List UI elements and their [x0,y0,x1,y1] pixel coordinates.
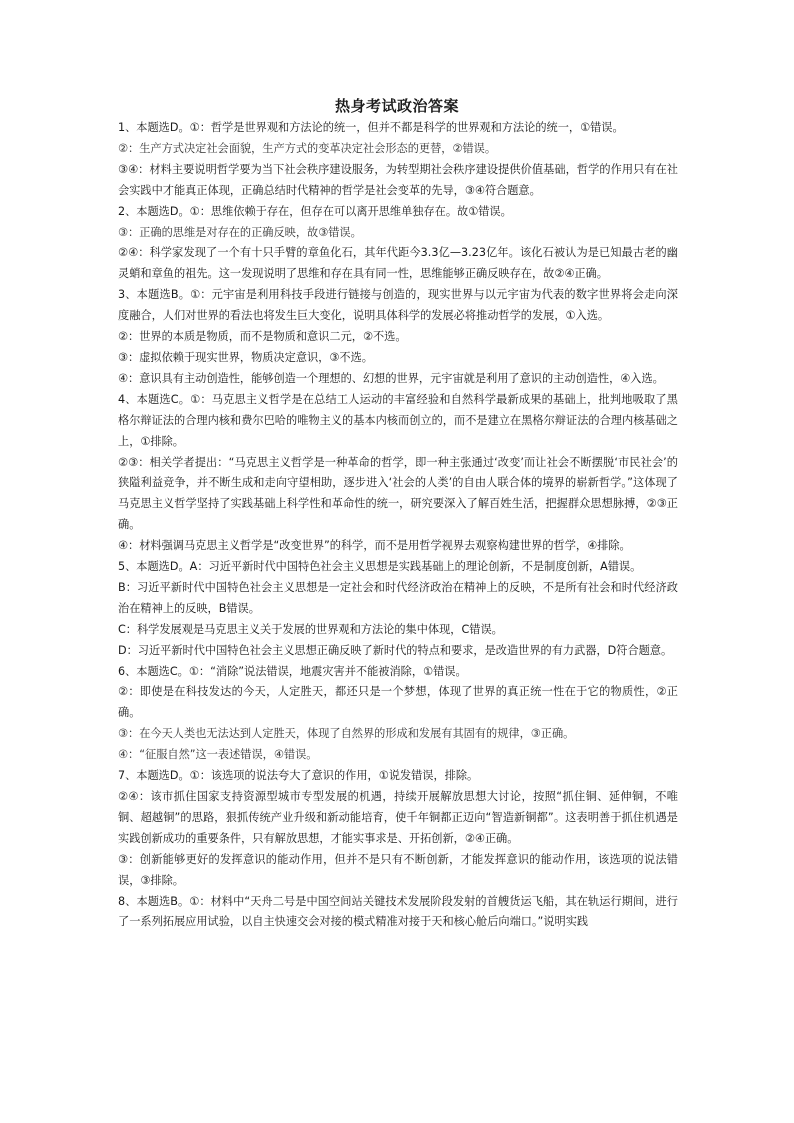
q4-option-2-3-explanation: ②③：相关学者提出：“马克思主义哲学是一种革命的哲学，即一种主张通过‘改变’而让社会不断摆脱‘市民社会’的狭隘利益竞争，并不断生成和走向守望相助，逐步进入‘社会的人类’的自由人联合体的境界的崭新哲学。”这体现了马克思主义哲学坚持了实践基础上科学性和革命性的统一，研究要深入了解百姓生活，把握群众思想脉搏，②③正确。 [118,455,678,532]
q3-option-3-explanation: ③：虚拟依赖于现实世界，物质决定意识，③不选。 [118,350,373,364]
q6-option-3-explanation: ③：在今天人类也无法达到人定胜天，体现了自然界的形成和发展有其固有的规律，③正确。 [118,727,575,741]
document-title: 热身考试政治答案 [334,97,459,115]
answer-body [118,118,678,933]
q5-answer-paragraph: 5、本题选D。A：习近平新时代中国特色社会主义思想是实践基础上的理论创新，不是制度创新，A错误。 [118,560,642,574]
q1-option-3-4-explanation: ③④：材料主要说明哲学要为当下社会秩序建设服务，为转型期社会秩序建设提供价值基础，哲学的作用只有在社会实践中才能真正体现，正确总结时代精神的哲学是社会变革的先导，③④符合题意。 [118,162,678,197]
q6-option-4-explanation: ④：“征服自然”这一表述错误，④错误。 [118,748,318,762]
q3-answer-paragraph: 3、本题选B。①：元宇宙是利用科技手段进行链接与创造的，现实世界与以元宇宙为代表的数字世界将会走向深度融合，人们对世界的看法也将发生巨大变化，说明具体科学的发展必将推动哲学的发展，①入选。 [118,288,678,323]
q2-option-3-explanation: ③：正确的思维是对存在的正确反映，故③错误。 [118,225,362,239]
q6-answer-paragraph: 6、本题选C。①：“消除”说法错误，地震灾害并不能被消除，①错误。 [118,664,467,678]
q6-option-2-explanation: ②：即使是在科技发达的今天，人定胜天，都还只是一个梦想，体现了世界的真正统一性在于它的物质性，②正确。 [118,685,678,720]
q2-option-2-4-explanation: ②④：科学家发现了一个有十只手臂的章鱼化石，其年代距今3.3亿—3.23亿年。该化石被认为是已知最古老的幽灵蛸和章鱼的祖先。这一发现说明了思维和存在具有同一性，思维能够正确反映存在，故②④正确。 [118,246,678,281]
q5-option-d-explanation: D：习近平新时代中国特色社会主义思想正确反映了新时代的特点和要求，是改造世界的有力武器，D符合题意。 [118,643,673,657]
q1-answer-paragraph: 1、本题选D。①：哲学是世界观和方法论的统一，但并不都是科学的世界观和方法论的统一，①错误。 [118,121,624,134]
q7-option-2-4-explanation: ②④：该市抓住国家支持资源型城市专型发展的机遇，持续开展解放思想大讨论，按照“抓住铜、延伸铜，不唯铜、超越铜”的思路，狠抓传统产业升级和新动能培育，使千年铜都正迈向“智造新铜都”。这表明善于抓住机遇是实践创新成功的重要条件，只有解放思想，才能实事求是、开拓创新，②④正确。 [118,790,678,845]
q4-option-4-explanation: ④：材料强调马克思主义哲学是“改变世界”的科学，而不是用哲学视界去观察构建世界的哲学，④排除。 [118,539,631,553]
q8-answer-paragraph: 8、本题选B。①：材料中“天舟二号是中国空间站关键技术发展阶段发射的首艘货运飞船，其在轨运行期间，进行了一系列拓展应用试验，以自主快速交会对接的模式精准对接于天和核心舱后向端口。”说明实践 [118,894,678,929]
q5-option-b-explanation: B：习近平新时代中国特色社会主义思想是一定社会和时代经济政治在精神上的反映，不是所有社会和时代经济政治在精神上的反映，B错误。 [118,580,678,615]
q2-answer-paragraph: 2、本题选D。①：思维依赖于存在，但存在可以离开思维单独存在。故①错误。 [118,204,512,218]
q3-option-4-explanation: ④：意识具有主动创造性，能够创造一个理想的、幻想的世界，元宇宙就是利用了意识的主动创造性，④入选。 [118,371,664,385]
q5-option-c-explanation: C：科学发展观是马克思主义关于发展的世界观和方法论的集中体现，C错误。 [118,622,503,636]
q7-option-3-explanation: ③：创新能够更好的发挥意识的能动作用，但并不是只有不断创新，才能发挥意识的能动作用，该选项的说法错误，③排除。 [118,852,678,887]
q4-answer-paragraph: 4、本题选C。①：马克思主义哲学是在总结工人运动的丰富经验和自然科学最新成果的基础上，批判地吸取了黑格尔辩证法的合理内核和费尔巴哈的唯物主义的基本内核而创立的，而不是建立在黑格尔辩证法的合理内核基础之上，①排除。 [118,392,678,448]
q3-option-2-explanation: ②：世界的本质是物质，而不是物质和意识二元，②不选。 [118,330,407,344]
q1-option-2-explanation: ②：生产方式决定社会面貌，生产方式的变革决定社会形态的更替，②错误。 [118,141,497,155]
q7-answer-paragraph: 7、本题选D。①：该选项的说法夸大了意识的作用，①说发错误，排除。 [118,769,479,783]
